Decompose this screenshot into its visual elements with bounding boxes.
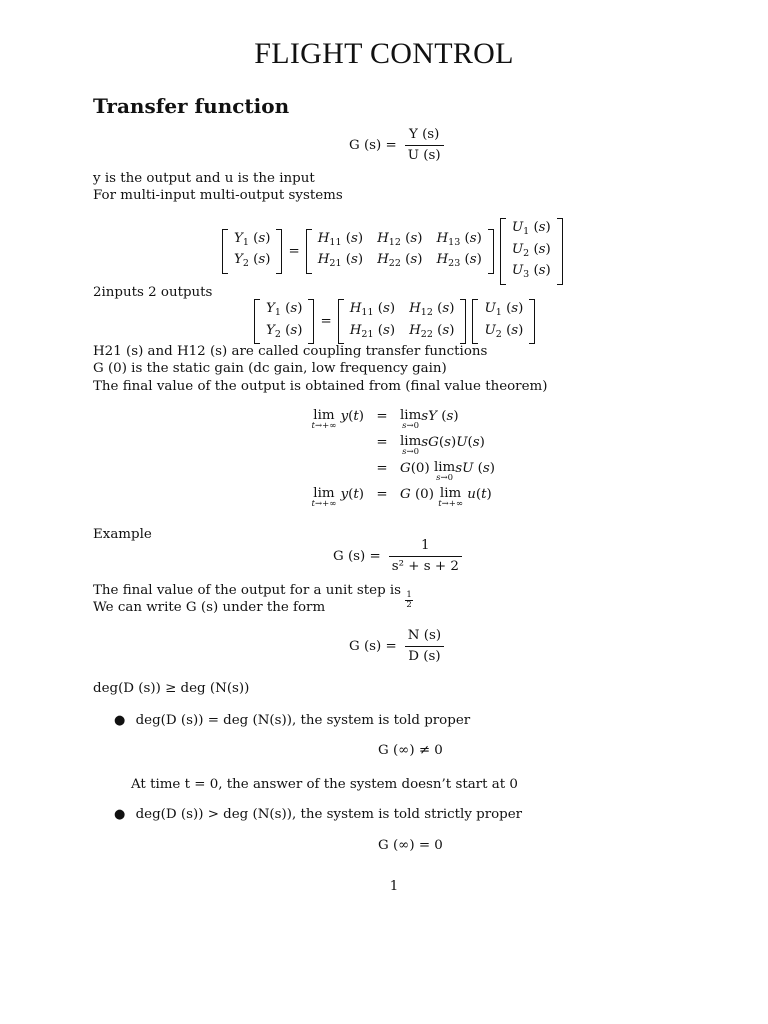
eq-lhs: G (s) = (333, 549, 381, 564)
half-num: 1 (406, 590, 412, 600)
text-output-input: y is the output and u is the input (93, 171, 315, 186)
transfer-matrix-2: $H_{11}$ (s) $H_{12}$ (s) $H_{21}$ (s) $H_{22}$ (s) (338, 299, 467, 344)
eq-numerator: Y (s) (408, 127, 440, 142)
page-number: 1 (389, 879, 399, 894)
text-final-unit-step-label: The final value of the output for a unit step is (93, 583, 402, 598)
text-example: Example (93, 527, 152, 542)
text-2in2out: 2inputs 2 outputs (93, 285, 213, 300)
two-by-two-matrix-equation: $Y_1$ (s) $Y_2$ (s) = $H_{11}$ (s) $H_{12}$ (s) $H_{21}$ (s) $H_{22}$ (s) $U_1$ (s) $U_2$ (s) (254, 299, 535, 344)
text-deg-condition: deg(D (s)) ≥ deg (N(s)) (93, 681, 250, 696)
eq-fraction (405, 127, 444, 164)
transfer-function-equation (349, 127, 444, 164)
g-inf-not-zero: G (∞) ≠ 0 (378, 743, 443, 758)
half-den: 2 (406, 600, 412, 610)
input-vector: $U_1$ (s) $U_2$ (s) $U_3$ (s) (500, 218, 563, 285)
text-coupling: H21 (s) and H12 (s) are called coupling transfer functions (93, 344, 488, 359)
bullet-icon: ● (114, 807, 126, 822)
bullet-strictly-proper (114, 806, 522, 823)
page-title: FLIGHT CONTROL (254, 37, 514, 70)
eq-denominator: D (s) (405, 646, 443, 665)
eq-numerator: 1 (421, 538, 430, 553)
transfer-matrix: $H_{11}$ (s) $H_{12}$ (s) $H_{13}$ (s) $H_{21}$ (s) $H_{22}$ (s) $H_{23}$ (s) (306, 229, 494, 274)
nd-equation (349, 628, 444, 665)
section-heading: Transfer function (93, 94, 290, 118)
eq-lhs: G (s) = (349, 639, 397, 654)
text-time-zero: At time t = 0, the answer of the system doesn’t start at 0 (131, 777, 518, 792)
output-vector-2: $Y_1$ (s) $Y_2$ (s) (254, 299, 314, 344)
input-vector-2: $U_1$ (s) $U_2$ (s) (472, 299, 535, 344)
text-mimo: For multi-input multi-output systems (93, 188, 343, 203)
mimo-matrix-equation: $Y_1$ (s) $Y_2$ (s) = $H_{11}$ (s) $H_{12}$ (s) $H_{13}$ (s) $H_{21}$ (s) $H_{22}$ (s) $H_{23}$ (s) $U_1$ (s) $U_2$ (s) $U_3$ (s) (222, 218, 563, 285)
eq-denominator: s² + s + 2 (389, 556, 462, 575)
output-vector: $Y_1$ (s) $Y_2$ (s) (222, 229, 282, 274)
text-final-value: The final value of the output is obtained from (final value theorem) (93, 379, 548, 394)
eq-denominator: U (s) (405, 145, 444, 164)
eq-fraction (389, 538, 462, 575)
final-value-derivation: lim t→+∞ y(t) = lim s→0 sY (s) = lim s→0 sG(s)U(s) = G(0) lim s→0 sU (s) lim t→+∞ y(t) = G (0) lim t→+∞ u(t) (311, 408, 495, 509)
text-write-form: We can write G (s) under the form (93, 600, 326, 615)
half-fraction (405, 591, 412, 610)
eq-lhs: G (s) = (349, 138, 397, 153)
bullet-proper (114, 712, 470, 729)
g-inf-zero: G (∞) = 0 (378, 838, 443, 853)
bullet-proper-text: deg(D (s)) = deg (N(s)), the system is told proper (135, 713, 471, 728)
eq-fraction (405, 628, 444, 665)
bullet-icon: ● (114, 713, 126, 728)
eq-numerator: N (s) (407, 628, 442, 643)
bullet-strictly-proper-text: deg(D (s)) > deg (N(s)), the system is told strictly proper (135, 807, 523, 822)
text-static-gain: G (0) is the static gain (dc gain, low frequency gain) (93, 361, 447, 376)
example-equation (333, 538, 462, 575)
